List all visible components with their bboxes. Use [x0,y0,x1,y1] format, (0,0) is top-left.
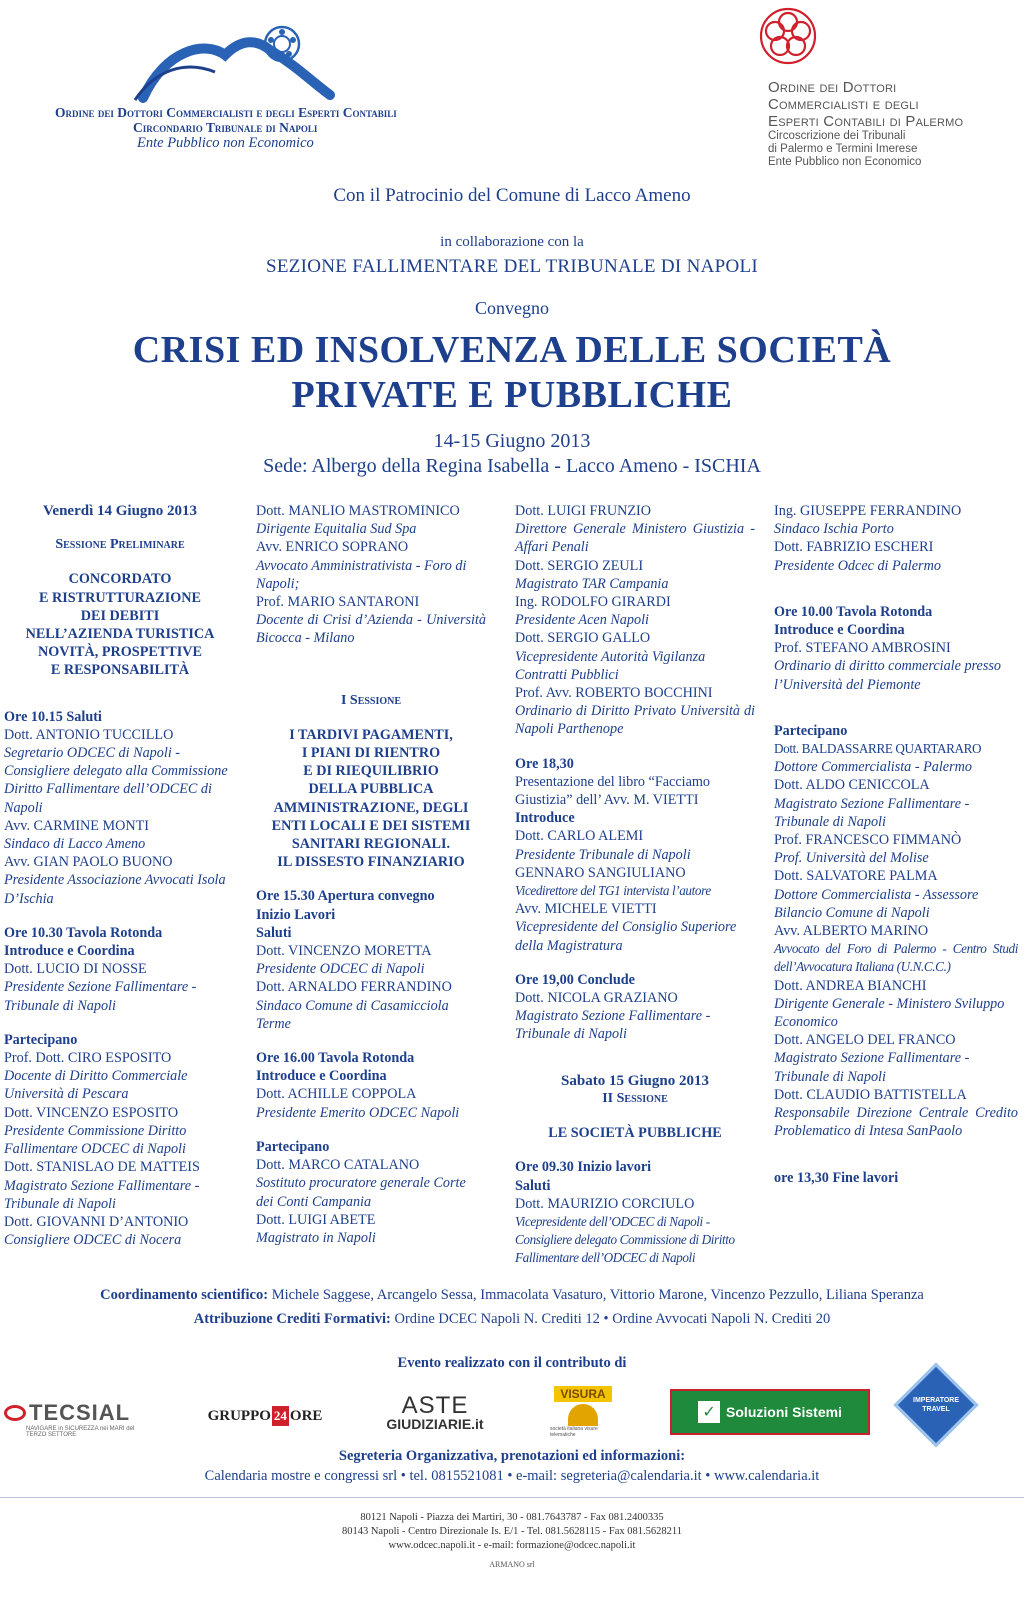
speaker-role: Presidente Acen Napoli [515,612,649,629]
speaker-role: Presidente Tribunale di Napoli [515,846,691,863]
sezione-line: SEZIONE FALLIMENTARE DEL TRIBUNALE DI NAPOLI [265,256,759,277]
speaker-role: Dirigente Generale - Ministero Sviluppo Economico [774,995,1005,1031]
session-topic: LE SOCIETÀ PUBBLICHE [548,1125,722,1142]
vesuvio-logo-icon [55,10,355,105]
speaker-name: Dott. MARCO CATALANO [256,1157,420,1174]
coordinamento-names: Michele Saggese, Arcangelo Sessa, Immacolata Vasaturo, Vittorio Marone, Vincenzo Pezzullo, Liliana Speranza [268,1287,924,1303]
subheading: Inizio Lavori [256,906,336,923]
speaker-role: Magistrato in Napoli [256,1229,376,1246]
speaker-role: Dottore Commercialista - Palermo [774,759,972,776]
time-slot: Ore 10.00 Tavola Rotonda [774,603,933,620]
speaker-name: Dott. ANTONIO TUCCILLO [4,726,174,743]
crediti-label: Attribuzione Crediti Formativi: [193,1311,391,1327]
day-heading: Sabato 15 Giugno 2013 [561,1072,709,1089]
speaker-name: Ing. GIUSEPPE FERRANDINO [774,503,962,519]
session-heading: Sessione Preliminare [55,537,185,553]
speaker-name: Dott. GIOVANNI D’ANTONIO [4,1213,189,1230]
speaker-name: Prof. Dott. CIRO ESPOSITO [4,1050,172,1067]
time-slot: Ore 10.15 Saluti [4,708,102,725]
speaker-role: Sindaco Ischia Porto [774,521,894,538]
collaborazione-line: in collaborazione con la [440,234,584,250]
speaker-name: Avv. ALBERTO MARINO [774,923,929,940]
speaker-role: Magistrato Sezione Fallimentare - Tribunale di Napoli [774,795,970,830]
speaker-name: Dott. VINCENZO MORETTA [256,943,432,960]
speaker-name: Dott. SALVATORE PALMA [774,868,938,885]
speaker-name: Dott. LUIGI FRUNZIO [515,503,651,519]
speaker-name: Dott. SERGIO GALLO [515,630,651,647]
session-topic: I TARDIVI PAGAMENTI, I PIANI DI RIENTRO E DI RIEQUILIBRIO DELLA PUBBLICA AMMINISTRAZIONE, DEGLI ENTI LOCALI E DEI SISTEMI SANITARI REGIONALI. IL DISSESTO FINANZIARIO [271,726,471,871]
event-title-line2: PRIVATE E PUBBLICHE [291,374,733,416]
event-title-line1: CRISI ED INSOLVENZA DELLE SOCIETÀ [132,329,892,371]
subheading: Introduce e Coordina [256,1068,387,1085]
session-heading: II Sessione [602,1090,668,1106]
speaker-name: Dott. MANLIO MASTROMINICO [256,503,460,519]
subheading: Introduce e Coordina [774,622,905,639]
speaker-role: Sostituto procuratore generale Corte dei Conti Campania [256,1175,466,1210]
speaker-role: Docente di Crisi d’Azienda - Università Bicocca - Milano [256,612,486,647]
visura-logo: VISURA società italiana visure telematiche [550,1385,616,1439]
org-right-name: Ordine dei Dottori Commercialisti e degli Esperti Contabili di Palermo Circoscrizione dei Tribunali di Palermo e Termini Imerese Ente Pubblico non Economico [768,79,964,168]
speaker-name: Dott. ANDREA BIANCHI [774,977,927,994]
segreteria-contacts: Calendaria mostre e congressi srl • tel. 0815521081 • e-mail: segreteria@calendaria.it • www.calendaria.it [204,1468,820,1484]
session-topic: CONCORDATO E RISTRUTTURAZIONE DEI DEBITI NELL’AZIENDA TURISTICA NOVITÀ, PROSPETTIVE E RESPONSABILITÀ [25,571,215,679]
patrocinio-line: Con il Patrocinio del Comune di Lacco Ameno [333,185,691,206]
speaker-role: Docente di Diritto Commerciale Università di Pescara [4,1068,188,1103]
speaker-name: Avv. ENRICO SOPRANO [256,539,409,556]
address-line-2: 80143 Napoli - Centro Direzionale Is. E/1 - Tel. 081.5628115 - Fax 081.5628211 [341,1526,683,1537]
speaker-role: Magistrato Sezione Fallimentare - Tribunale di Napoli [4,1177,200,1212]
speaker-role: Vicepresidente dell’ODCEC di Napoli - Consigliere delegato Commissione di Diritto Fallimentare dell’ODCEC di Napoli [515,1213,735,1266]
speaker-name: Dott. CLAUDIO BATTISTELLA [774,1086,967,1103]
speaker-name: Dott. NICOLA GRAZIANO [515,990,678,1007]
speaker-role: Presidente Emerito ODCEC Napoli [256,1104,460,1121]
speaker-role: Vicedirettore del TG1 intervista l’autore [515,883,711,899]
visura-sun-icon [568,1404,598,1426]
speaker-role: Presidente Odcec di Palermo [774,557,941,574]
speaker-name: Dott. BALDASSARRE QUARTARARO [774,741,982,757]
speaker-name: Avv. CARMINE MONTI [4,817,150,834]
coordinamento-label: Coordinamento scientifico: [100,1287,269,1303]
closing-time: ore 13,30 Fine lavori [774,1169,899,1186]
speaker-name: Prof. FRANCESCO FIMMANÒ [774,832,962,849]
time-slot: Ore 15.30 Apertura convegno [256,888,435,905]
check-icon: ✓ [698,1401,720,1423]
speaker-name: Dott. ALDO CENICCOLA [774,777,930,794]
speaker-role: Responsabile Direzione Centrale Credito Problematico di Intesa SanPaolo [774,1105,1018,1140]
speaker-name: Dott. FABRIZIO ESCHERI [774,539,934,556]
imperatore-travel-logo: IMPERATORE TRAVEL [898,1367,974,1443]
speaker-name: Dott. SERGIO ZEULI [515,557,644,574]
subheading: Saluti [515,1177,551,1194]
speaker-name: Dott. CARLO ALEMI [515,828,644,845]
address-line-3: www.odcec.napoli.it - e-mail: formazione@odcec.napoli.it [388,1540,636,1551]
sponsor-heading: Evento realizzato con il contributo di [397,1355,627,1371]
program-column-2 [256,502,486,1247]
gruppo24ore-logo: GRUPPO 24 ORE [200,1401,330,1431]
tecsial-logo: TECSIAL NAVIGARE in SICUREZZA nei MARI del TERZO SETTORE [4,1399,149,1439]
time-slot: Ore 16.00 Tavola Rotonda [256,1050,415,1067]
program-column-3 [515,502,755,1268]
speaker-name: Dott. ACHILLE COPPOLA [256,1086,417,1103]
speaker-name: Ing. RODOLFO GIRARDI [515,594,671,611]
speaker-role: Presidente ODCEC di Napoli [256,961,425,978]
odcec-palermo-logo [768,2,1008,169]
speaker-role: Ordinario di diritto commerciale presso l’Università del Piemonte [774,658,1001,693]
speaker-role: Consigliere ODCEC di Nocera [4,1232,182,1249]
time-slot: Ore 09.30 Inizio lavori [515,1159,652,1176]
speaker-name: GENNARO SANGIULIANO [515,864,686,881]
speaker-role: Presidente Associazione Avvocati Isola D’Ischia [4,872,226,907]
speaker-name: Dott. STANISLAO DE MATTEIS [4,1159,200,1176]
aste-giudiziarie-logo: ASTE GIUDIZIARIE.it [386,1392,484,1432]
org-left-subtitle: Ente Pubblico non Economico [137,135,314,151]
speaker-role: Vicepresidente Autorità Vigilanza Contratti Pubblici [515,648,706,683]
speaker-role: Magistrato Sezione Fallimentare - Tribunale di Napoli [774,1050,970,1085]
speaker-name: Dott. MAURIZIO CORCIULO [515,1195,695,1212]
rosette-logo-icon [758,2,818,74]
segreteria-heading: Segreteria Organizzativa, prenotazioni ed informazioni: [338,1448,686,1464]
address-line-1: 80121 Napoli - Piazza dei Martiri, 30 - 081.7643787 - Fax 081.2400335 [360,1512,664,1523]
event-date: 14-15 Giugno 2013 [433,430,591,452]
tecsial-swoosh-icon [4,1405,26,1421]
time-slot: Ore 18,30 [515,755,574,772]
speaker-name: Prof. MARIO SANTARONI [256,594,420,611]
speaker-role: Avvocato del Foro di Palermo - Centro Studi dell’Avvocatura Italiana (U.N.C.C.) [774,941,1018,975]
subheading: Partecipano [774,722,848,739]
subheading: Partecipano [4,1031,78,1048]
speaker-role: Presidente Sezione Fallimentare - Tribunale di Napoli [4,979,197,1014]
time-slot: Ore 10.30 Tavola Rotonda [4,924,163,941]
speaker-role: Avvocato Amministrativista - Foro di Napoli; [256,557,467,592]
speaker-name: Avv. GIAN PAOLO BUONO [4,854,173,871]
odcec-napoli-logo [55,10,415,152]
book-presentation: Presentazione del libro “Facciamo Giustizia” dell’ Avv. M. VIETTI [515,773,711,809]
speaker-role: Dottore Commercialista - Assessore Bilancio Comune di Napoli [774,886,979,921]
event-venue: Sede: Albergo della Regina Isabella - Lacco Ameno - ISCHIA [263,455,761,477]
subheading: Saluti [256,924,292,941]
speaker-role: Dirigente Equitalia Sud Spa [256,521,417,538]
subheading: Partecipano [256,1138,330,1155]
org-left-name: Ordine dei Dottori Commercialisti e degli Esperti Contabili Circondario Tribunale di Napoli [55,105,397,135]
speaker-role: Vicepresidente del Consiglio Superiore della Magistratura [515,919,737,954]
speaker-role: Magistrato Sezione Fallimentare - Tribunale di Napoli [515,1008,711,1043]
speaker-name: Dott. ANGELO DEL FRANCO [774,1032,956,1049]
speaker-role: Sindaco Comune di Casamicciola Terme [256,997,449,1032]
speaker-role: Sindaco di Lacco Ameno [4,836,146,853]
speaker-name: Dott. ARNALDO FERRANDINO [256,979,452,996]
program-column-1 [4,502,236,1249]
crediti-text: Ordine DCEC Napoli N. Crediti 12 • Ordine Avvocati Napoli N. Crediti 20 [390,1311,831,1327]
speaker-name: Dott. VINCENZO ESPOSITO [4,1104,179,1121]
speaker-name: Prof. STEFANO AMBROSINI [774,640,951,657]
printer-credit: ARMANO srl [489,1560,535,1569]
speaker-role: Prof. Università del Molise [774,850,929,867]
speaker-name: Avv. MICHELE VIETTI [515,901,657,918]
speaker-name: Prof. Avv. ROBERTO BOCCHINI [515,685,713,702]
speaker-role: Magistrato TAR Campania [515,575,669,592]
speaker-role: Direttore Generale Ministero Giustizia - Affari Penali [515,521,755,556]
program-column-4 [774,502,1018,1187]
convegno-label: Convegno [475,298,549,318]
crediti-line [0,1311,1024,1328]
session-heading: I Sessione [340,692,402,708]
speaker-name: Dott. LUCIO DI NOSSE [4,961,147,978]
speaker-role: Segretario ODCEC di Napoli - Consigliere delegato alla Commissione Diritto Fallimentare dell’ODCEC di Napoli [4,745,228,816]
footer-divider [0,1497,1024,1498]
speaker-name: Dott. LUIGI ABETE [256,1211,376,1228]
time-slot: Ore 19,00 Conclude [515,971,635,988]
coordinamento-line [0,1287,1024,1304]
subheading: Introduce [515,810,575,827]
day-heading: Venerdì 14 Giugno 2013 [42,503,198,519]
subheading: Introduce e Coordina [4,943,135,960]
speaker-role: Ordinario di Diritto Privato Università di Napoli Parthenope [515,703,755,738]
speaker-role: Presidente Commissione Diritto Fallimentare ODCEC di Napoli [4,1122,187,1158]
soluzioni-sistemi-logo: ✓ Soluzioni Sistemi [670,1389,870,1435]
